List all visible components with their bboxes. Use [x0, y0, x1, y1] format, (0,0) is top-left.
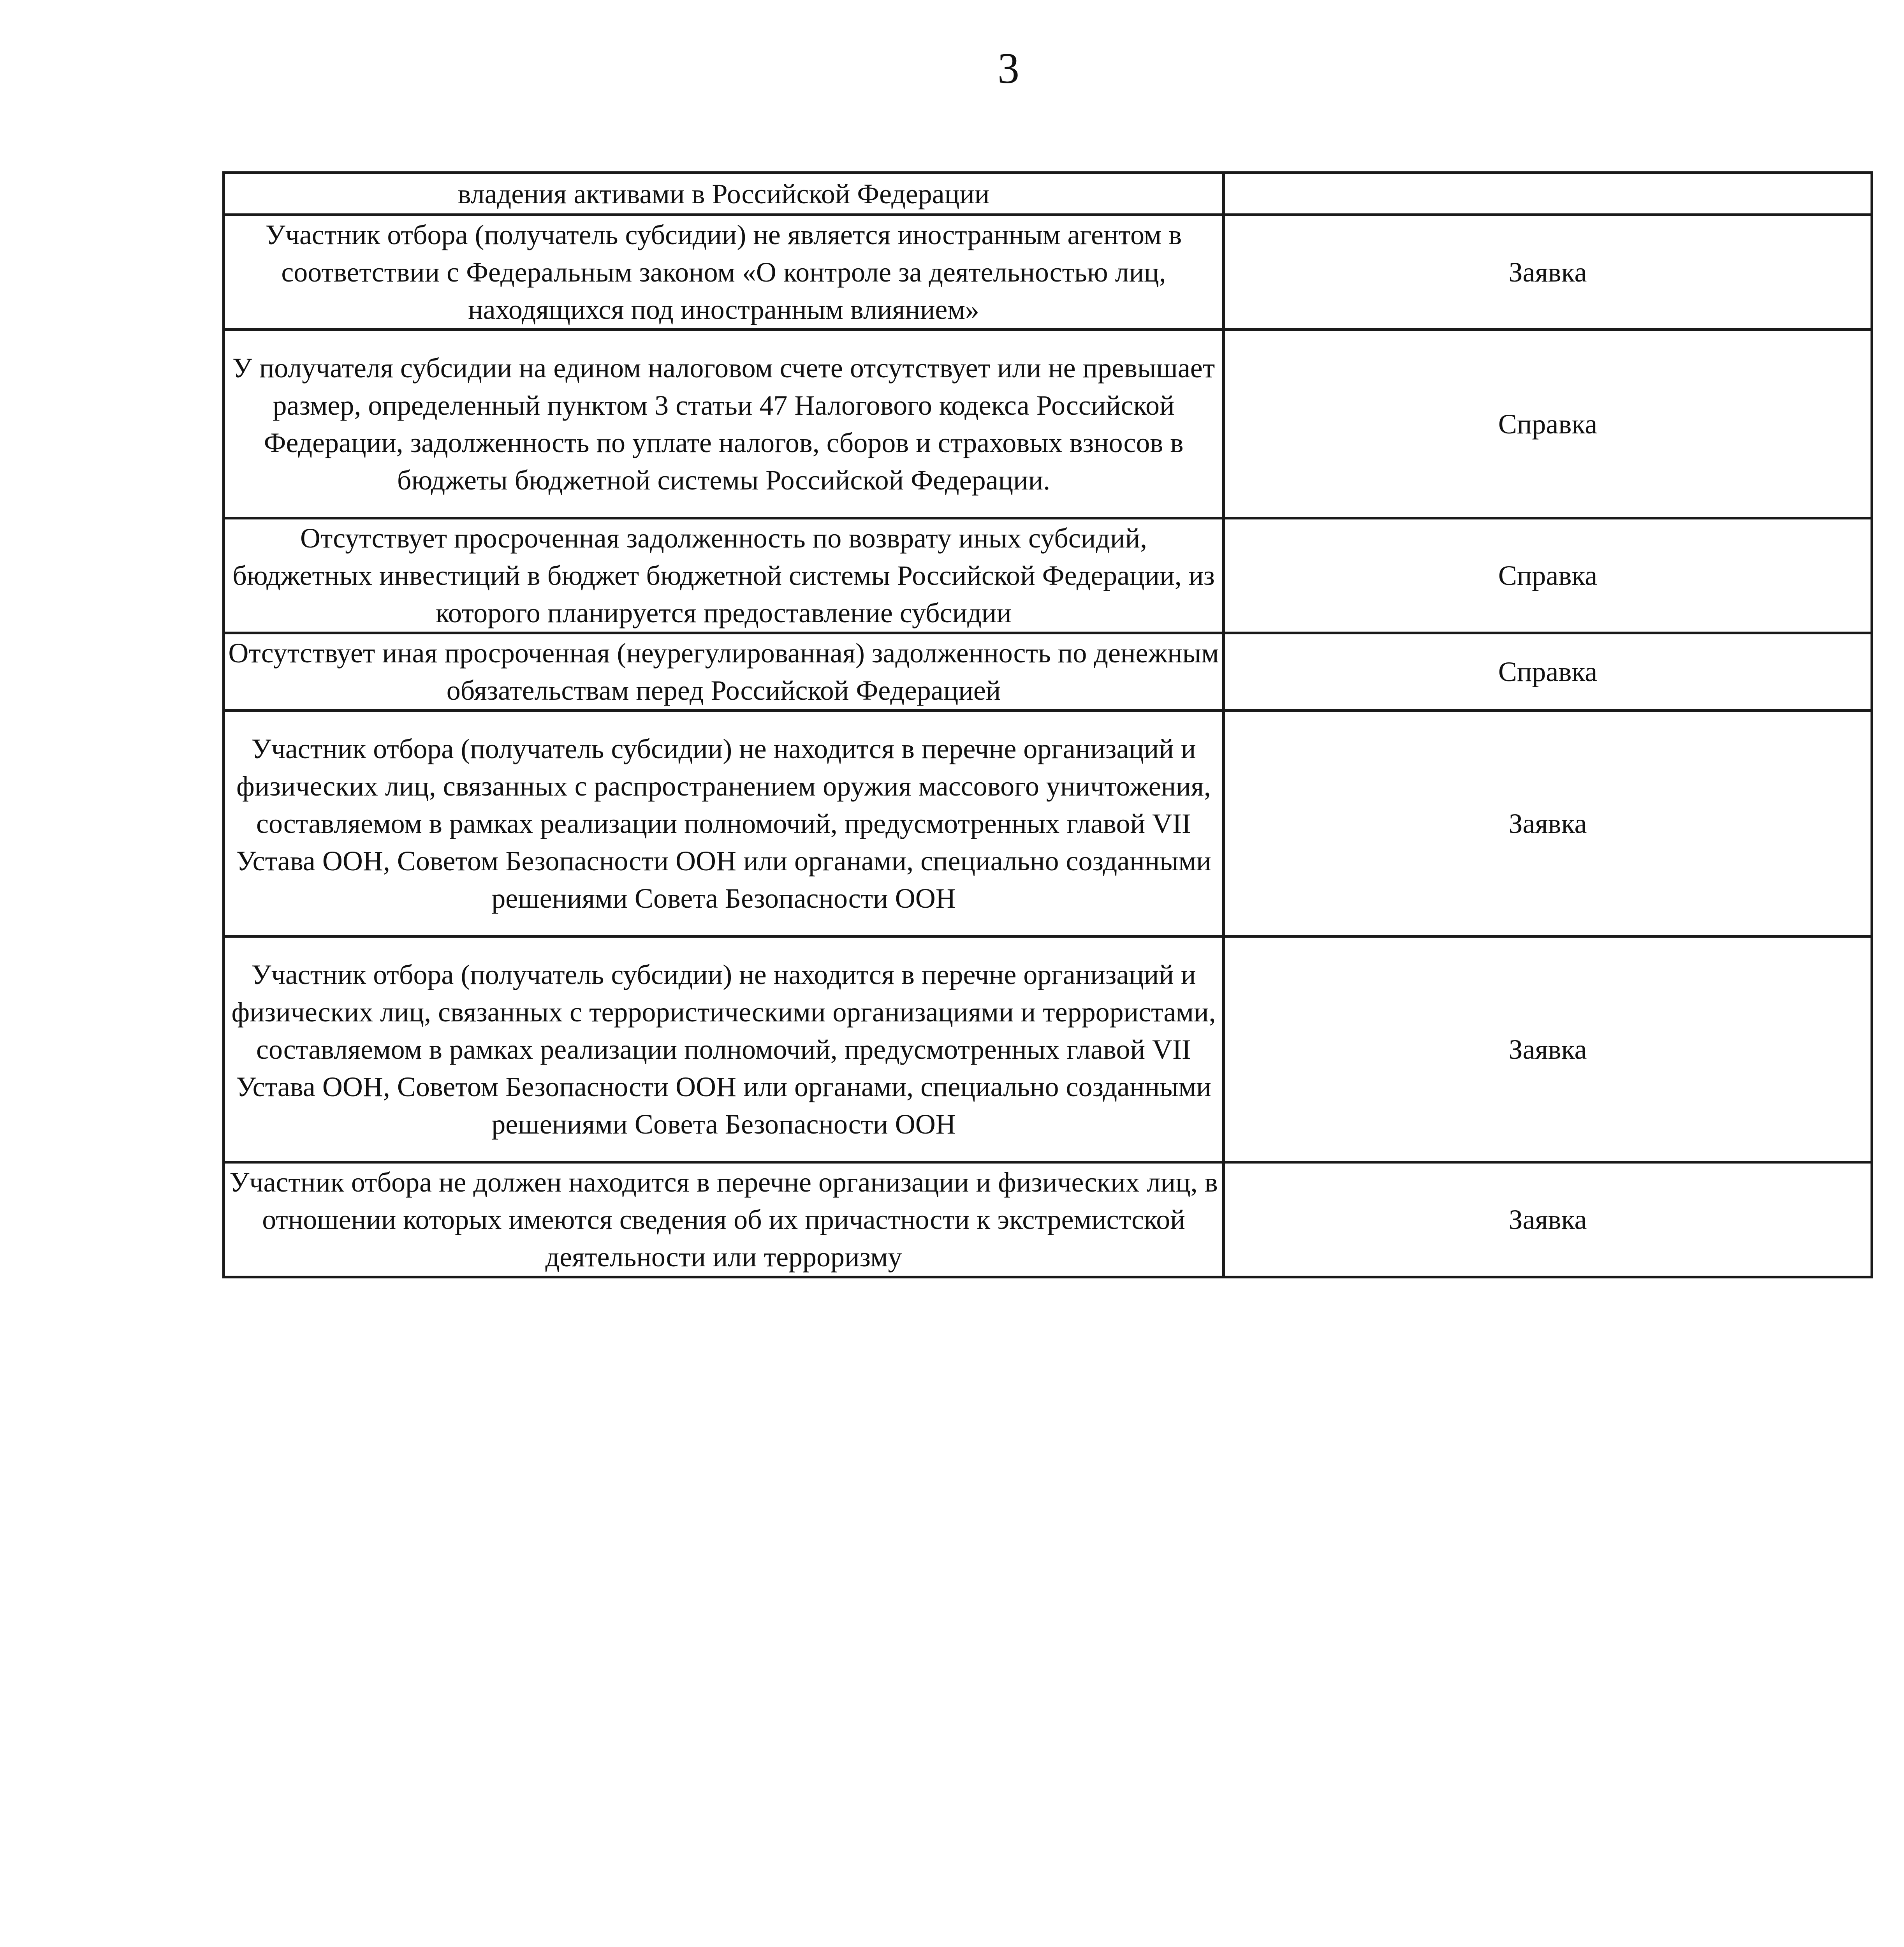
document-cell: Заявка — [1224, 937, 1872, 1162]
document-cell: Справка — [1224, 330, 1872, 518]
table-row — [224, 711, 1872, 937]
document-cell: Заявка — [1224, 1162, 1872, 1277]
table-row — [224, 937, 1872, 1162]
table-row — [224, 1162, 1872, 1277]
condition-cell: У получателя субсидии на едином налоговом счете отсутствует или не превышает размер, определенный пунктом 3 статьи 47 Налогового кодекса Российской Федерации, задолженность по уплате налогов, сборов и страховых взносов в бюджеты бюджетной системы Российской Федерации. — [224, 330, 1224, 518]
condition-cell: Участник отбора (получатель субсидии) не находится в перечне организаций и физических лиц, связанных с террористическими организациями и террористами, составляемом в рамках реализации полномочий, предусмотренных главой VII Устава ООН, Советом Безопасности ООН или органами, специально созданными решениями Совета Безопасности ООН — [224, 937, 1224, 1162]
condition-cell: Участник отбора (получатель субсидии) не находится в перечне организаций и физических лиц, связанных с распространением оружия массового уничтожения, составляемом в рамках реализации полномочий, предусмотренных главой VII Устава ООН, Советом Безопасности ООН или органами, специально созданными решениями Совета Безопасности ООН — [224, 711, 1224, 937]
condition-cell: Участник отбора не должен находится в перечне организации и физических лиц, в отношении которых имеются сведения об их причастности к экстремистской деятельности или терроризму — [224, 1162, 1224, 1277]
table-row — [224, 518, 1872, 633]
requirements-table — [222, 171, 1873, 1278]
table-row — [224, 633, 1872, 711]
table-row — [224, 215, 1872, 330]
document-cell: Справка — [1224, 633, 1872, 711]
condition-cell: владения активами в Российской Федерации — [224, 173, 1224, 215]
condition-cell: Участник отбора (получатель субсидии) не является иностранным агентом в соответствии с Федеральным законом «О контроле за деятельностью лиц, находящихся под иностранным влиянием» — [224, 215, 1224, 330]
table-row — [224, 173, 1872, 215]
condition-cell: Отсутствует иная просроченная (неурегулированная) задолженность по денежным обязательствам перед Российской Федерацией — [224, 633, 1224, 711]
document-cell — [1224, 173, 1872, 215]
document-cell: Заявка — [1224, 711, 1872, 937]
document-cell: Заявка — [1224, 215, 1872, 330]
page-number: 3 — [998, 44, 1019, 93]
document-cell: Справка — [1224, 518, 1872, 633]
table-row — [224, 330, 1872, 518]
condition-cell: Отсутствует просроченная задолженность по возврату иных субсидий, бюджетных инвестиций в бюджет бюджетной системы Российской Федерации, из которого планируется предоставление субсидии — [224, 518, 1224, 633]
